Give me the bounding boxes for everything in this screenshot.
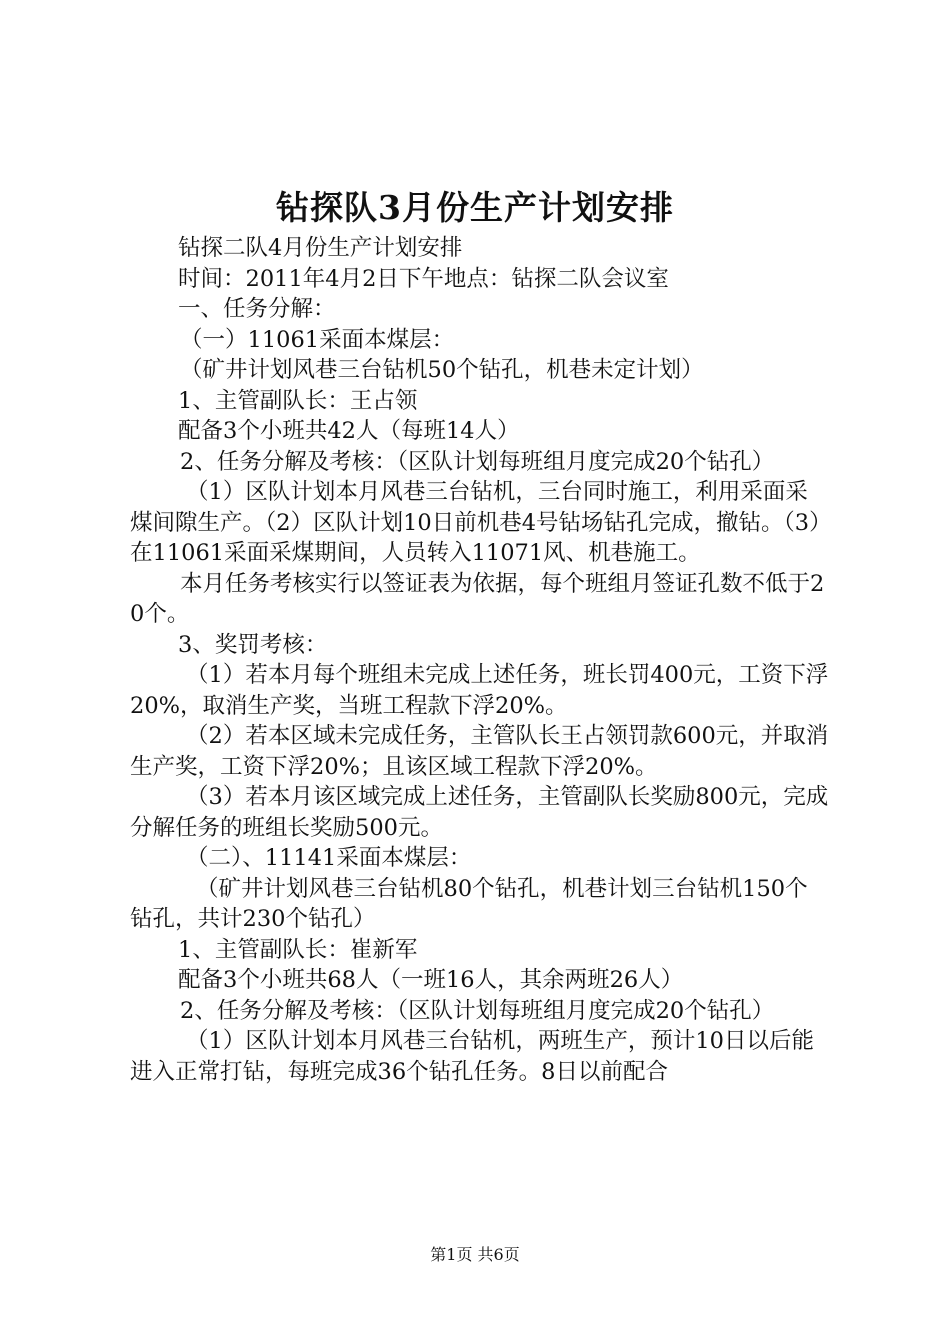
document-title: 钻探队3月份生产计划安排 [276, 188, 674, 227]
paragraph-reward-1: （1）若本月每个班组未完成上述任务，班长罚400元，工资下浮20%，取消生产奖，当班工程款下浮20%。 [130, 662, 829, 719]
paragraph-subsection-2: （二）、11141采面本煤层： [186, 845, 472, 871]
paragraph-staffing-2: 配备3个小班共68人（一班16人，其余两班26人） [178, 967, 684, 993]
paragraph-subtitle: 钻探二队4月份生产计划安排 [178, 235, 463, 261]
paragraph-subsection-1: （一）11061采面本煤层： [180, 326, 455, 353]
paragraph-meeting-time: 时间：2011年4月2日下午地点：钻探二队会议室 [178, 265, 669, 292]
paragraph-section-1-heading: 一、任务分解： [178, 296, 336, 322]
paragraph-task-detail-2: （1）区队计划本月风巷三台钻机，两班生产，预计10日以后能进入正常打钻，每班完成36个钻孔任务。8日以前配合 [130, 1028, 814, 1085]
paragraph-deputy-2: 1、主管副队长：崔新军 [178, 936, 418, 963]
paragraph-subsection-1-plan: （矿井计划风巷三台钻机50个钻孔，机巷未定计划） [180, 357, 704, 383]
paragraph-reward-3: （3）若本月该区域完成上述任务，主管副队长奖励800元，完成分解任务的班组长奖励500元。 [130, 784, 829, 841]
paragraph-assessment-basis: 本月任务考核实行以签证表为依据，每个班组月签证孔数不低于20个。 [130, 570, 825, 627]
paragraph-reward-2: （2）若本区域未完成任务，主管队长王占领罚款600元，并取消生产奖，工资下浮20%；且该区域工程款下浮20%。 [130, 723, 829, 780]
paragraph-task-detail-1: （1）区队计划本月风巷三台钻机，三台同时施工，利用采面采煤间隙生产。（2）区队计划10日前机巷4号钻场钻孔完成，撤钻。（3）在11061采面采煤期间，人员转入11071风、机巷施工。 [130, 479, 821, 566]
page-number: 第1页 共6页 [430, 1245, 520, 1264]
paragraph-task-assessment-2: 2、任务分解及考核：（区队计划每班组月度完成20个钻孔） [180, 997, 775, 1024]
paragraph-task-assessment-1: 2、任务分解及考核：（区队计划每班组月度完成20个钻孔） [180, 448, 775, 475]
paragraph-staffing-1: 配备3个小班共42人（每班14人） [178, 418, 520, 444]
paragraph-subsection-2-plan: （矿井计划风巷三台钻机80个钻孔，机巷计划三台钻机150个钻孔，共计230个钻孔） [130, 875, 808, 932]
paragraph-deputy-1: 1、主管副队长：王占领 [178, 387, 418, 414]
paragraph-reward-heading: 3、奖罚考核： [178, 631, 328, 658]
document-body [130, 233, 830, 1087]
